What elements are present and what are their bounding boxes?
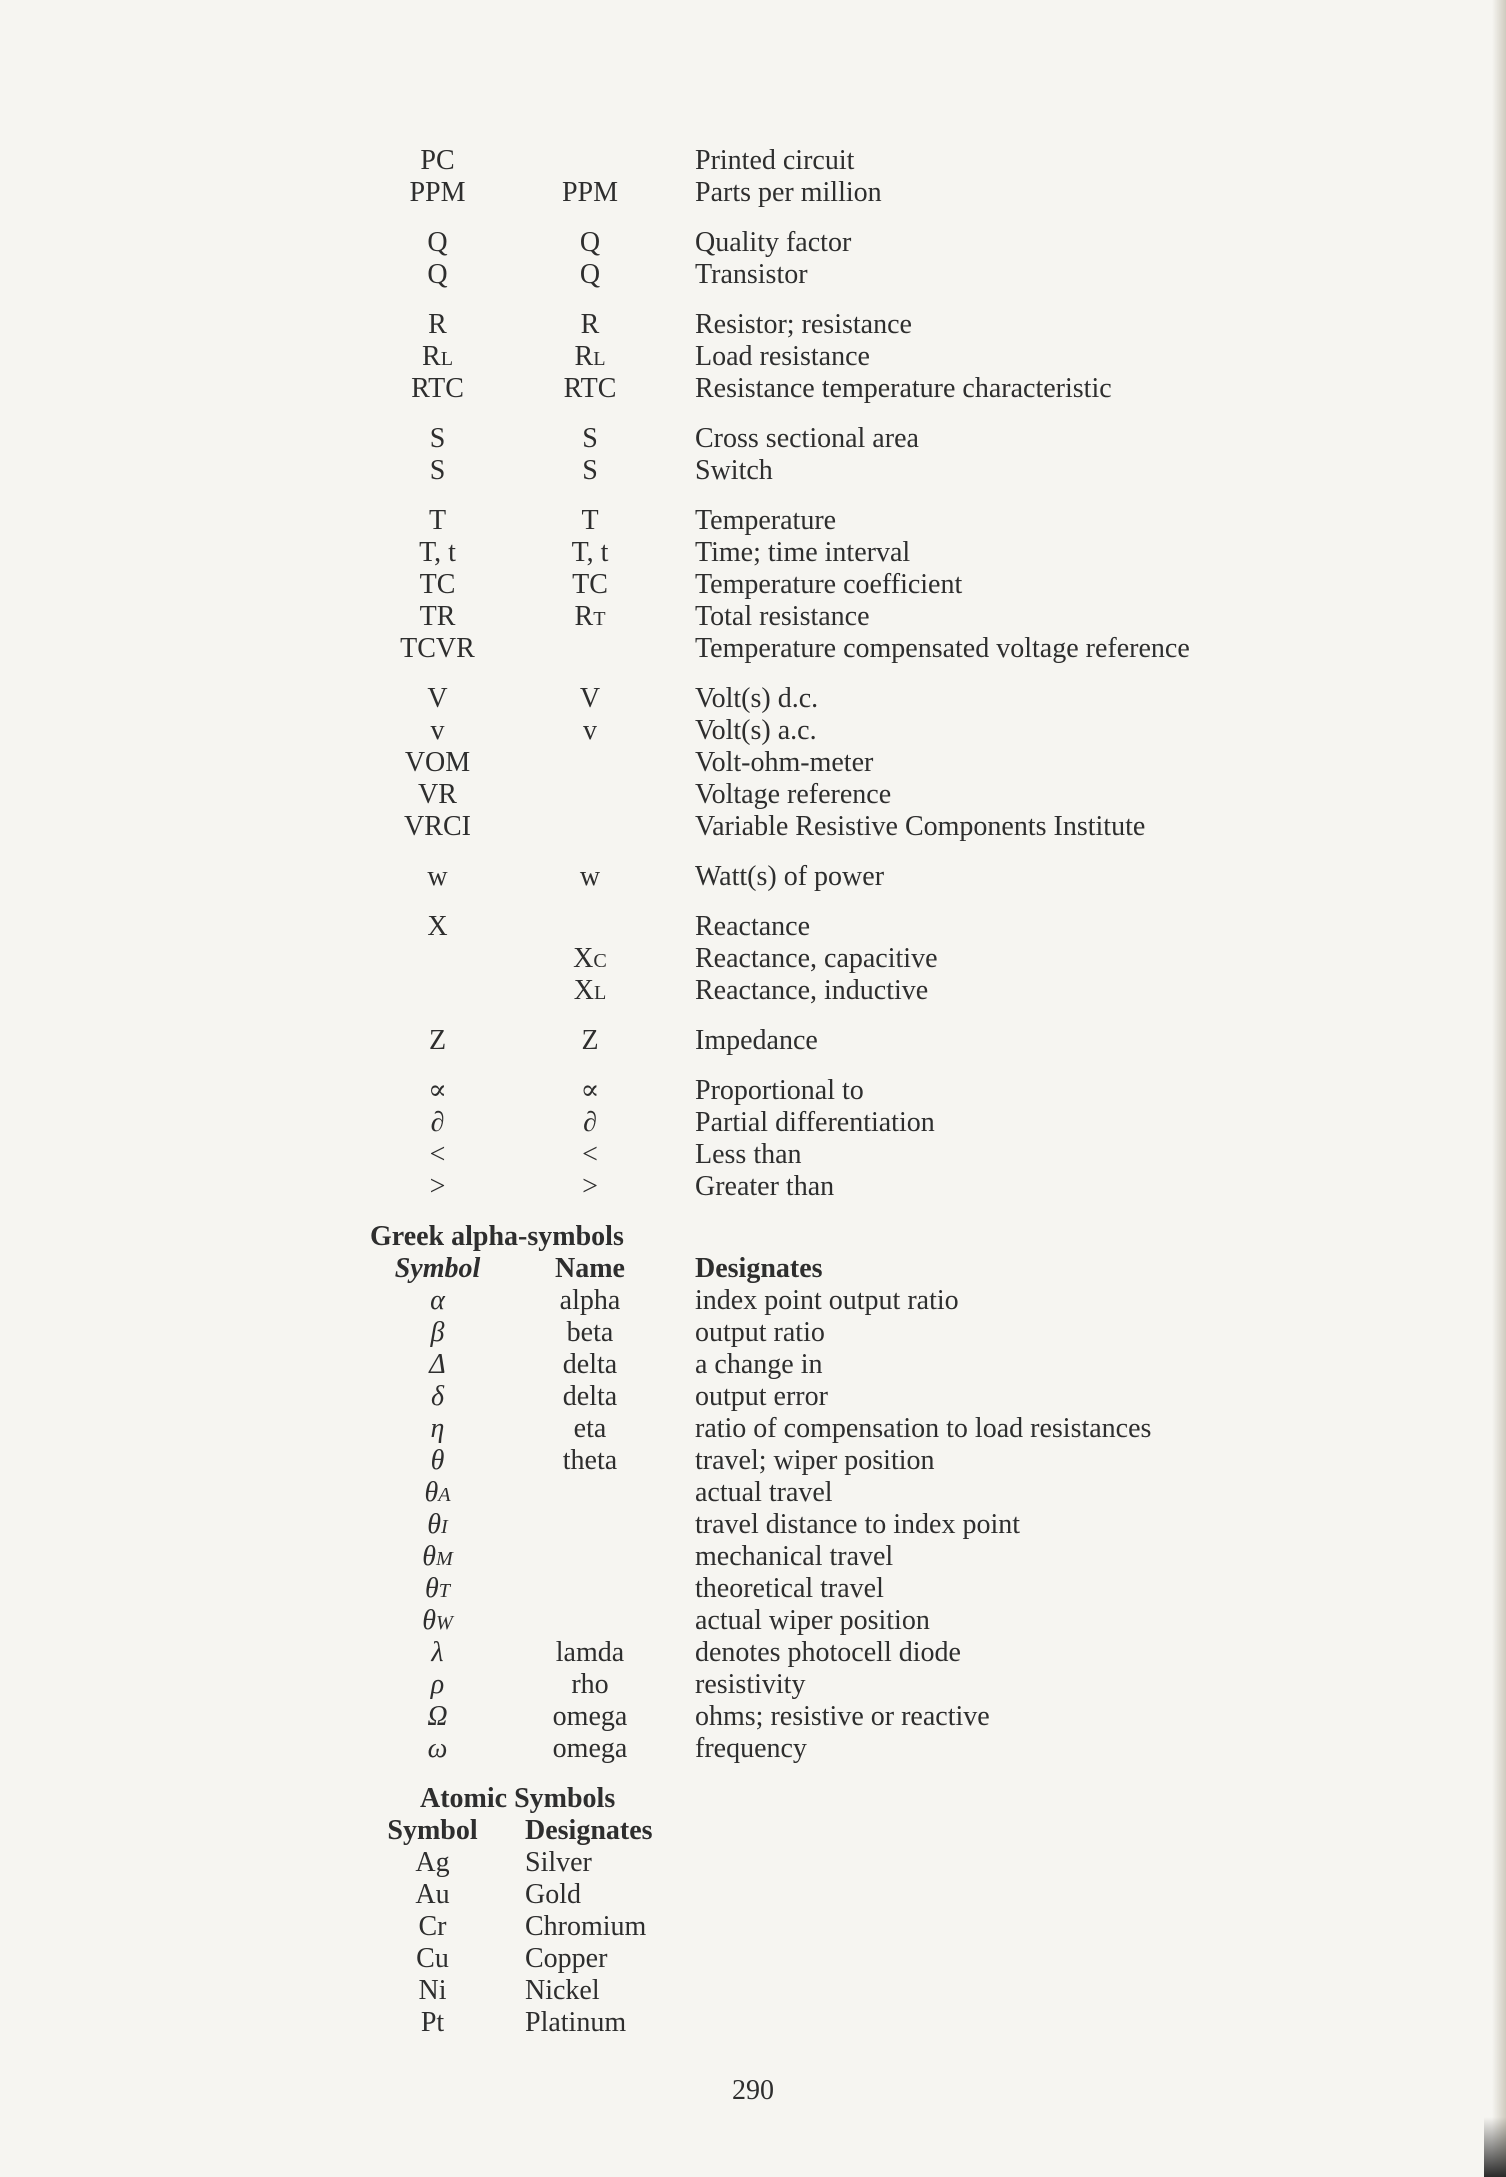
abbrev-row bbox=[370, 1107, 1300, 1139]
page-edge bbox=[1492, 0, 1506, 2177]
greek-designates: actual wiper position bbox=[695, 1605, 930, 1636]
abbreviation bbox=[370, 601, 505, 633]
greek-row bbox=[370, 1605, 1300, 1637]
abbrev-row bbox=[370, 683, 1300, 715]
abbrev-group bbox=[370, 1075, 1300, 1203]
abbrev-row bbox=[370, 811, 1300, 843]
definition: Proportional to bbox=[695, 1075, 864, 1106]
symbol bbox=[505, 259, 675, 291]
symbol-text: RTC bbox=[563, 373, 617, 404]
abbreviation bbox=[370, 177, 505, 209]
symbol bbox=[505, 911, 675, 943]
greek-designates: denotes photocell diode bbox=[695, 1637, 961, 1668]
abbrev-row bbox=[370, 747, 1300, 779]
symbol-subscript: L bbox=[593, 982, 607, 1004]
definition: Resistor; resistance bbox=[695, 309, 912, 340]
greek-symbol-text: θ bbox=[427, 1509, 442, 1540]
abbreviation bbox=[370, 861, 505, 893]
greek-symbol-text: ω bbox=[427, 1733, 448, 1764]
abbreviation-text: PPM bbox=[409, 177, 466, 208]
abbrev-row bbox=[370, 975, 1300, 1007]
abbrev-row bbox=[370, 505, 1300, 537]
greek-symbol-subscript: T bbox=[438, 1580, 450, 1602]
symbol bbox=[505, 177, 675, 209]
abbrev-row bbox=[370, 601, 1300, 633]
greek-row bbox=[370, 1349, 1300, 1381]
symbol-text: TC bbox=[572, 569, 608, 600]
definition: Parts per million bbox=[695, 177, 882, 208]
symbol-text: Q bbox=[579, 259, 601, 290]
abbreviation bbox=[370, 1107, 505, 1139]
greek-symbol bbox=[370, 1381, 505, 1413]
abbreviation-text: V bbox=[427, 683, 448, 714]
atomic-symbols-section bbox=[370, 1783, 1300, 2039]
greek-row bbox=[370, 1637, 1300, 1669]
definition: Variable Resistive Components Institute bbox=[695, 811, 1146, 842]
definition: Load resistance bbox=[695, 341, 870, 372]
abbreviation-text: X bbox=[427, 911, 448, 942]
abbreviations-table bbox=[370, 145, 1300, 1203]
greek-row bbox=[370, 1317, 1300, 1349]
symbol-text: T, t bbox=[571, 537, 609, 568]
abbreviation bbox=[370, 1075, 505, 1107]
greek-row bbox=[370, 1285, 1300, 1317]
abbreviation-text: Z bbox=[428, 1025, 447, 1056]
greek-symbol bbox=[370, 1605, 505, 1637]
abbreviation bbox=[370, 1171, 505, 1203]
symbol bbox=[505, 373, 675, 405]
greek-symbol bbox=[370, 1573, 505, 1605]
abbreviation bbox=[370, 779, 505, 811]
greek-symbol-text: θ bbox=[430, 1445, 445, 1476]
symbol-text: X bbox=[573, 943, 594, 974]
abbrev-row bbox=[370, 569, 1300, 601]
definition: Quality factor bbox=[695, 227, 852, 258]
greek-row bbox=[370, 1573, 1300, 1605]
symbol-text: R bbox=[580, 309, 600, 340]
abbreviation bbox=[370, 505, 505, 537]
greek-designates: frequency bbox=[695, 1733, 807, 1764]
greek-symbol bbox=[370, 1669, 505, 1701]
abbreviation-text: TR bbox=[419, 601, 456, 632]
symbol-text: Q bbox=[579, 227, 601, 258]
definition: Greater than bbox=[695, 1171, 835, 1202]
greek-name: beta bbox=[566, 1317, 614, 1348]
abbreviation-text: PC bbox=[420, 145, 455, 176]
abbrev-row bbox=[370, 227, 1300, 259]
abbreviation-text: Q bbox=[427, 227, 448, 258]
abbrev-group bbox=[370, 911, 1300, 1007]
symbol bbox=[505, 537, 675, 569]
greek-name bbox=[505, 1509, 675, 1541]
greek-symbol-text: θ bbox=[425, 1573, 439, 1604]
greek-header-name: Name bbox=[555, 1253, 625, 1284]
greek-designates: output ratio bbox=[695, 1317, 825, 1348]
abbreviation bbox=[370, 423, 505, 455]
symbol bbox=[505, 779, 675, 811]
atomic-symbol: Cu bbox=[416, 1943, 449, 1974]
atomic-row bbox=[370, 1975, 1300, 2007]
greek-rows bbox=[370, 1285, 1300, 1765]
greek-name: omega bbox=[552, 1733, 628, 1764]
greek-symbol-text: η bbox=[430, 1413, 445, 1444]
symbol bbox=[505, 943, 675, 975]
abbrev-group bbox=[370, 505, 1300, 665]
abbreviation-text: v bbox=[430, 715, 445, 746]
symbol bbox=[505, 633, 675, 665]
greek-designates: travel distance to index point bbox=[695, 1509, 1021, 1540]
atomic-rows bbox=[370, 1847, 1300, 2039]
definition: Temperature coefficient bbox=[695, 569, 963, 600]
symbol bbox=[505, 1025, 675, 1057]
greek-designates: ohms; resistive or reactive bbox=[695, 1701, 990, 1732]
greek-designates: resistivity bbox=[695, 1669, 806, 1700]
abbrev-row bbox=[370, 373, 1300, 405]
abbreviation bbox=[370, 455, 505, 487]
abbreviation-text: VOM bbox=[404, 747, 471, 778]
greek-name: lamda bbox=[555, 1637, 625, 1668]
greek-header-designates: Designates bbox=[695, 1253, 823, 1284]
greek-row bbox=[370, 1701, 1300, 1733]
greek-designates: a change in bbox=[695, 1349, 823, 1380]
atomic-designates: Platinum bbox=[525, 2007, 627, 2038]
atomic-symbol: Au bbox=[415, 1879, 450, 1910]
greek-row bbox=[370, 1445, 1300, 1477]
greek-designates: travel; wiper position bbox=[695, 1445, 935, 1476]
abbreviation bbox=[370, 1025, 505, 1057]
symbol bbox=[505, 1107, 675, 1139]
symbol bbox=[505, 227, 675, 259]
greek-symbol-text: β bbox=[430, 1317, 445, 1348]
definition: Printed circuit bbox=[695, 145, 855, 176]
atomic-symbol: Pt bbox=[420, 2007, 445, 2038]
abbreviation bbox=[370, 145, 505, 177]
definition: Transistor bbox=[695, 259, 808, 290]
abbreviation bbox=[370, 341, 505, 373]
symbol-text: ∂ bbox=[583, 1107, 597, 1138]
greek-symbol bbox=[370, 1349, 505, 1381]
abbreviation-text: TCVR bbox=[400, 633, 475, 664]
abbrev-row bbox=[370, 1075, 1300, 1107]
abbrev-group bbox=[370, 861, 1300, 893]
greek-symbol bbox=[370, 1413, 505, 1445]
symbol-text: PPM bbox=[561, 177, 619, 208]
greek-row bbox=[370, 1477, 1300, 1509]
definition: Voltage reference bbox=[695, 779, 892, 810]
greek-name: rho bbox=[571, 1669, 609, 1700]
greek-designates: ratio of compensation to load resistances bbox=[695, 1413, 1152, 1444]
abbrev-row bbox=[370, 259, 1300, 291]
symbol-text: > bbox=[582, 1171, 598, 1202]
atomic-header-symbol: Symbol bbox=[387, 1815, 478, 1846]
abbreviation-text: R bbox=[428, 309, 447, 340]
definition: Total resistance bbox=[695, 601, 870, 632]
abbreviation bbox=[370, 373, 505, 405]
symbol bbox=[505, 1139, 675, 1171]
greek-symbol-text: δ bbox=[430, 1381, 444, 1412]
atomic-designates: Nickel bbox=[525, 1975, 600, 2006]
abbrev-row bbox=[370, 455, 1300, 487]
definition: Reactance, capacitive bbox=[695, 943, 938, 974]
definition: Time; time interval bbox=[695, 537, 911, 568]
definition: Volt-ohm-meter bbox=[695, 747, 874, 778]
abbreviation bbox=[370, 227, 505, 259]
symbol bbox=[505, 145, 675, 177]
atomic-row bbox=[370, 1943, 1300, 1975]
glossary-content bbox=[370, 145, 1300, 2039]
abbrev-row bbox=[370, 1139, 1300, 1171]
abbrev-row bbox=[370, 1025, 1300, 1057]
definition: Resistance temperature characteristic bbox=[695, 373, 1112, 404]
greek-designates: output error bbox=[695, 1381, 828, 1412]
definition: Switch bbox=[695, 455, 773, 486]
greek-symbol-subscript: I bbox=[441, 1516, 448, 1538]
symbol bbox=[505, 747, 675, 779]
greek-symbol-text: θ bbox=[424, 1477, 439, 1508]
abbrev-group bbox=[370, 683, 1300, 843]
abbreviation-text: S bbox=[429, 423, 446, 454]
greek-name: omega bbox=[552, 1701, 628, 1732]
abbreviation-text: w bbox=[427, 861, 448, 892]
abbrev-row bbox=[370, 1171, 1300, 1203]
abbreviation-text: ∂ bbox=[430, 1107, 445, 1138]
abbreviation bbox=[370, 943, 505, 975]
symbol bbox=[505, 975, 675, 1007]
symbol-text: V bbox=[579, 683, 601, 714]
abbrev-group bbox=[370, 145, 1300, 209]
definition: Temperature compensated voltage reference bbox=[695, 633, 1190, 664]
atomic-designates: Chromium bbox=[525, 1911, 647, 1942]
abbreviation-text: R bbox=[422, 341, 441, 372]
atomic-row bbox=[370, 1847, 1300, 1879]
greek-symbol bbox=[370, 1701, 505, 1733]
abbreviation bbox=[370, 683, 505, 715]
abbrev-group bbox=[370, 423, 1300, 487]
abbreviation-text: TC bbox=[419, 569, 456, 600]
greek-symbol bbox=[370, 1285, 505, 1317]
abbrev-row bbox=[370, 309, 1300, 341]
definition: Cross sectional area bbox=[695, 423, 919, 454]
greek-symbol bbox=[370, 1509, 505, 1541]
greek-symbol-text: Δ bbox=[429, 1349, 446, 1380]
abbreviation bbox=[370, 811, 505, 843]
abbreviation-text: VRCI bbox=[404, 811, 471, 842]
symbol-text: X bbox=[573, 975, 594, 1006]
abbreviation-text: > bbox=[429, 1171, 446, 1202]
abbrev-group bbox=[370, 227, 1300, 291]
symbol bbox=[505, 811, 675, 843]
abbreviation bbox=[370, 1139, 505, 1171]
abbrev-row bbox=[370, 911, 1300, 943]
abbrev-row bbox=[370, 423, 1300, 455]
greek-symbol bbox=[370, 1445, 505, 1477]
abbreviation-text: T, t bbox=[419, 537, 456, 568]
abbrev-row bbox=[370, 177, 1300, 209]
greek-symbol-text: ρ bbox=[430, 1669, 445, 1700]
atomic-row bbox=[370, 1879, 1300, 1911]
atomic-header-row bbox=[370, 1815, 1300, 1847]
symbol-text: Z bbox=[581, 1025, 599, 1056]
definition: Reactance bbox=[695, 911, 811, 942]
greek-row bbox=[370, 1381, 1300, 1413]
greek-header-row bbox=[370, 1253, 1300, 1285]
symbol-text: S bbox=[582, 423, 598, 454]
symbol bbox=[505, 683, 675, 715]
greek-symbols-section bbox=[370, 1221, 1300, 1765]
abbreviation bbox=[370, 633, 505, 665]
symbol-subscript: C bbox=[593, 950, 607, 972]
abbreviation-text: VR bbox=[418, 779, 457, 810]
symbol-text: < bbox=[582, 1139, 598, 1170]
symbol-text: S bbox=[582, 455, 598, 486]
greek-name: theta bbox=[562, 1445, 618, 1476]
symbol bbox=[505, 341, 675, 373]
greek-symbol-subscript: A bbox=[438, 1484, 451, 1506]
greek-designates: theoretical travel bbox=[695, 1573, 884, 1604]
symbol bbox=[505, 1171, 675, 1203]
abbreviation bbox=[370, 975, 505, 1007]
abbrev-row bbox=[370, 537, 1300, 569]
atomic-row bbox=[370, 2007, 1300, 2039]
abbreviation bbox=[370, 747, 505, 779]
greek-symbol-text: Ω bbox=[427, 1701, 448, 1732]
abbreviation-text: RTC bbox=[411, 373, 464, 404]
greek-symbol bbox=[370, 1477, 505, 1509]
greek-symbol-text: θ bbox=[422, 1605, 436, 1636]
greek-designates: index point output ratio bbox=[695, 1285, 959, 1316]
abbreviation bbox=[370, 569, 505, 601]
page-number: 290 bbox=[732, 2075, 774, 2106]
greek-row bbox=[370, 1733, 1300, 1765]
greek-designates: actual travel bbox=[695, 1477, 833, 1508]
symbol-subscript: T bbox=[593, 608, 606, 630]
symbol bbox=[505, 309, 675, 341]
abbreviation-text: ∝ bbox=[428, 1075, 447, 1106]
atomic-symbol: Cr bbox=[418, 1911, 447, 1942]
symbol bbox=[505, 1075, 675, 1107]
page-edge-shadow bbox=[1484, 2117, 1506, 2177]
greek-row bbox=[370, 1509, 1300, 1541]
symbol-text: w bbox=[579, 861, 601, 892]
greek-name: eta bbox=[573, 1413, 607, 1444]
definition: Watt(s) of power bbox=[695, 861, 885, 892]
greek-name bbox=[505, 1573, 675, 1605]
atomic-row bbox=[370, 1911, 1300, 1943]
symbol bbox=[505, 423, 675, 455]
greek-name: delta bbox=[562, 1349, 618, 1380]
definition: Volt(s) d.c. bbox=[695, 683, 819, 714]
definition: Reactance, inductive bbox=[695, 975, 929, 1006]
greek-symbol bbox=[370, 1541, 505, 1573]
symbol bbox=[505, 861, 675, 893]
abbrev-row bbox=[370, 779, 1300, 811]
abbreviation-text: Q bbox=[427, 259, 448, 290]
abbrev-row bbox=[370, 633, 1300, 665]
abbrev-group bbox=[370, 309, 1300, 405]
greek-row bbox=[370, 1541, 1300, 1573]
atomic-section-title: Atomic Symbols bbox=[420, 1783, 616, 1814]
abbreviation-subscript: L bbox=[440, 348, 453, 370]
greek-symbol-subscript: W bbox=[435, 1612, 453, 1634]
definition: Temperature bbox=[695, 505, 837, 536]
symbol-text: v bbox=[583, 715, 597, 746]
greek-header-symbol: Symbol bbox=[394, 1253, 481, 1284]
greek-symbol-text: λ bbox=[431, 1637, 444, 1668]
symbol-subscript: L bbox=[593, 348, 606, 370]
greek-name bbox=[505, 1541, 675, 1573]
symbol bbox=[505, 569, 675, 601]
abbreviation-text: < bbox=[429, 1139, 446, 1170]
atomic-designates: Silver bbox=[525, 1847, 592, 1878]
greek-symbol-subscript: M bbox=[435, 1548, 453, 1570]
abbrev-row bbox=[370, 861, 1300, 893]
abbrev-row bbox=[370, 145, 1300, 177]
abbreviation bbox=[370, 537, 505, 569]
symbol bbox=[505, 455, 675, 487]
definition: Partial differentiation bbox=[695, 1107, 935, 1138]
abbreviation bbox=[370, 309, 505, 341]
greek-name bbox=[505, 1477, 675, 1509]
greek-name: delta bbox=[562, 1381, 618, 1412]
abbrev-group bbox=[370, 1025, 1300, 1057]
definition: Volt(s) a.c. bbox=[695, 715, 817, 746]
symbol-text: R bbox=[574, 601, 594, 632]
atomic-designates: Gold bbox=[525, 1879, 581, 1910]
atomic-symbol: Ni bbox=[418, 1975, 447, 2006]
greek-symbol bbox=[370, 1637, 505, 1669]
symbol bbox=[505, 505, 675, 537]
symbol bbox=[505, 715, 675, 747]
atomic-designates: Copper bbox=[525, 1943, 608, 1974]
greek-designates: mechanical travel bbox=[695, 1541, 894, 1572]
abbreviation-text: S bbox=[429, 455, 446, 486]
definition: Impedance bbox=[695, 1025, 818, 1056]
greek-symbol bbox=[370, 1733, 505, 1765]
greek-section-title: Greek alpha-symbols bbox=[370, 1221, 624, 1252]
greek-symbol-text: θ bbox=[422, 1541, 436, 1572]
abbrev-row bbox=[370, 715, 1300, 747]
abbreviation bbox=[370, 259, 505, 291]
atomic-symbol: Ag bbox=[415, 1847, 450, 1878]
abbreviation bbox=[370, 911, 505, 943]
symbol-text: R bbox=[574, 341, 594, 372]
greek-name: alpha bbox=[559, 1285, 621, 1316]
abbreviation-text: T bbox=[428, 505, 447, 536]
greek-row bbox=[370, 1413, 1300, 1445]
greek-symbol-text: α bbox=[430, 1285, 445, 1316]
greek-name bbox=[505, 1605, 675, 1637]
symbol bbox=[505, 601, 675, 633]
symbol-text: ∝ bbox=[580, 1075, 600, 1106]
abbrev-row bbox=[370, 943, 1300, 975]
abbreviation bbox=[370, 715, 505, 747]
atomic-header-designates: Designates bbox=[525, 1815, 653, 1846]
greek-symbol bbox=[370, 1317, 505, 1349]
abbrev-row bbox=[370, 341, 1300, 373]
greek-row bbox=[370, 1669, 1300, 1701]
definition: Less than bbox=[695, 1139, 802, 1170]
symbol-text: T bbox=[581, 505, 599, 536]
